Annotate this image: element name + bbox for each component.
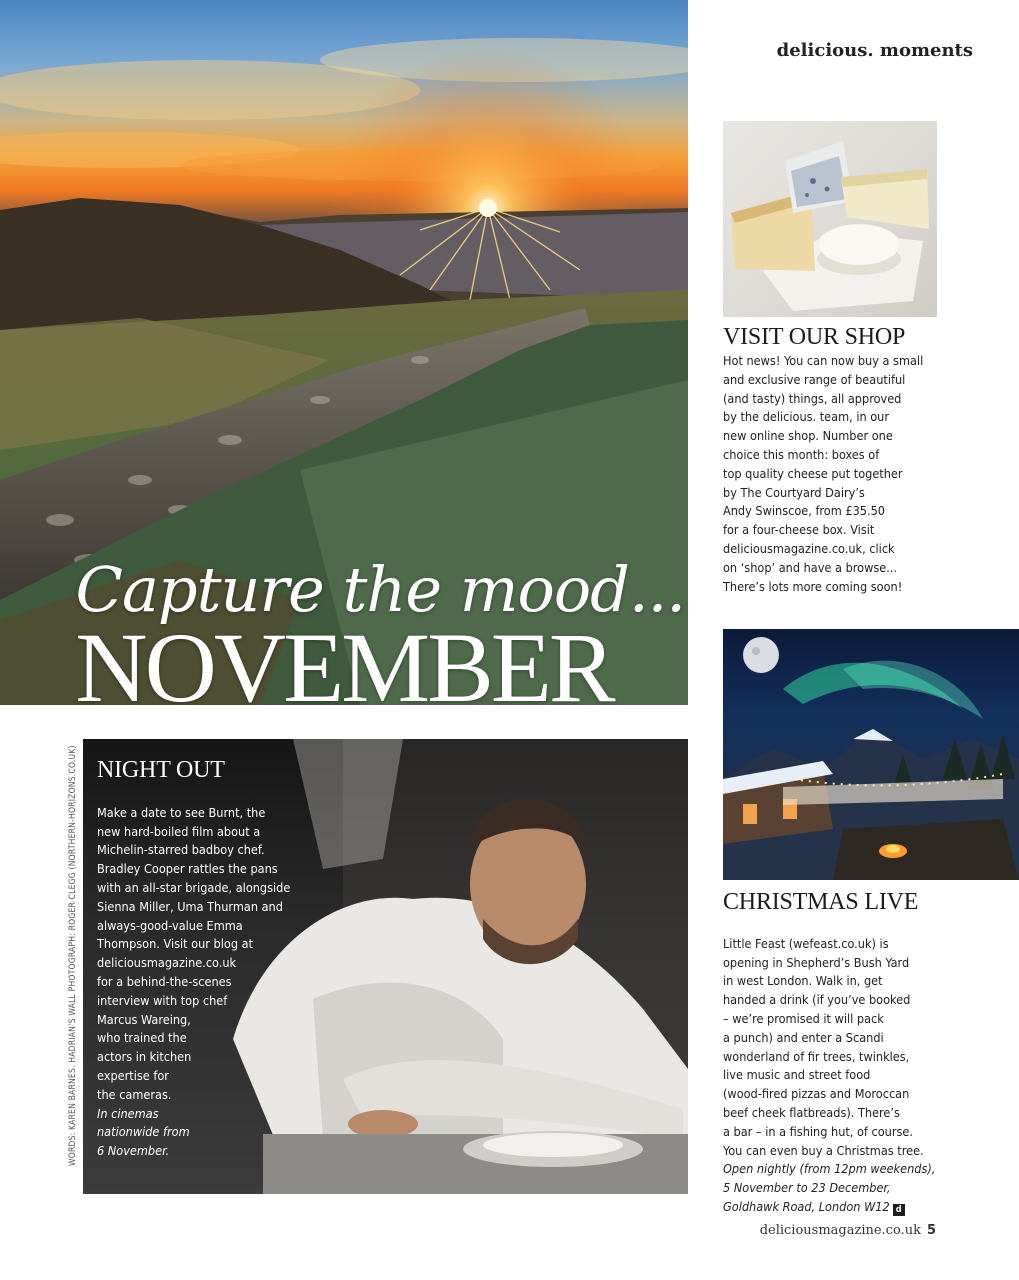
christmas-live-body-container xyxy=(723,916,953,1217)
section-label: delicious. moments xyxy=(776,40,973,61)
christmas-live-heading: CHRISTMAS LIVE xyxy=(723,889,919,915)
burnt-film-still-photo xyxy=(83,739,688,1194)
night-out-heading: NIGHT OUT xyxy=(97,757,225,783)
little-feast-photo xyxy=(723,629,1019,880)
visit-shop-heading: VISIT OUR SHOP xyxy=(723,324,906,350)
night-out-release: In cinemas nationwide from 6 November. xyxy=(97,1105,190,1159)
visit-shop-body: Hot news! You can now buy a small and exclusive range of beautiful (and tasty) things, all approved by the delicious. team, in our new online shop. Number one choice this month: boxes of top quality cheese put together by The Courtyard Dairy’s Andy Swinscoe, from £35.50 for a four-cheese box. Visit deliciousmagazine.co.uk, click on ‘shop’ and have a browse... There’s lots more coming soon! xyxy=(723,353,924,594)
hero-photo-hadrians-wall xyxy=(0,0,688,705)
winter-scene-illustration xyxy=(723,629,1019,880)
page-footer xyxy=(700,1223,936,1238)
hero-title-month: NOVEMBER xyxy=(75,612,613,705)
night-out-body-container xyxy=(97,785,337,1161)
cheese-photo xyxy=(723,121,937,317)
delicious-end-mark-icon: d xyxy=(893,1204,905,1216)
night-out-body: Make a date to see Burnt, the new hard-boiled film about a Michelin-starred badboy chef. Bradley Cooper rattles the pans with an all-star brigade, alongside Sienna Miller, Uma Thurman and always-good-value Emma Thompson. Visit our blog at deliciousmagazine.co.uk for a behind-the-scenes interview with top chef Marcus Wareing, who trained the actors in kitchen expertise for the cameras. xyxy=(97,804,291,1102)
christmas-live-body: Little Feast (wefeast.co.uk) is opening in Shepherd’s Bush Yard in west London. Walk in, get handed a drink (if you’ve booked – we’re promised it will pack a punch) and enter a Scandi wonderland of fir trees, twinkles, live music and street food (wood-fired pizzas and Moroccan beef cheek flatbreads). There’s a bar – in a fishing hut, of course. You can even buy a Christmas tree. xyxy=(723,935,924,1158)
footer-website: deliciousmagazine.co.uk xyxy=(759,1223,921,1238)
christmas-live-dates: Open nightly (from 12pm weekends), 5 November to 23 December, Goldhawk Road, London W12 xyxy=(723,1161,936,1214)
cheese-illustration xyxy=(723,121,937,317)
page-number: 5 xyxy=(926,1223,936,1238)
hero-title-script: Capture the mood... xyxy=(75,553,685,626)
photo-credit: WORDS: KAREN BARNES. HADRIAN’S WALL PHOTOGRAPH: ROGER CLEGG (NORTHERN-HORIZONS.CO.UK) xyxy=(68,745,78,1166)
